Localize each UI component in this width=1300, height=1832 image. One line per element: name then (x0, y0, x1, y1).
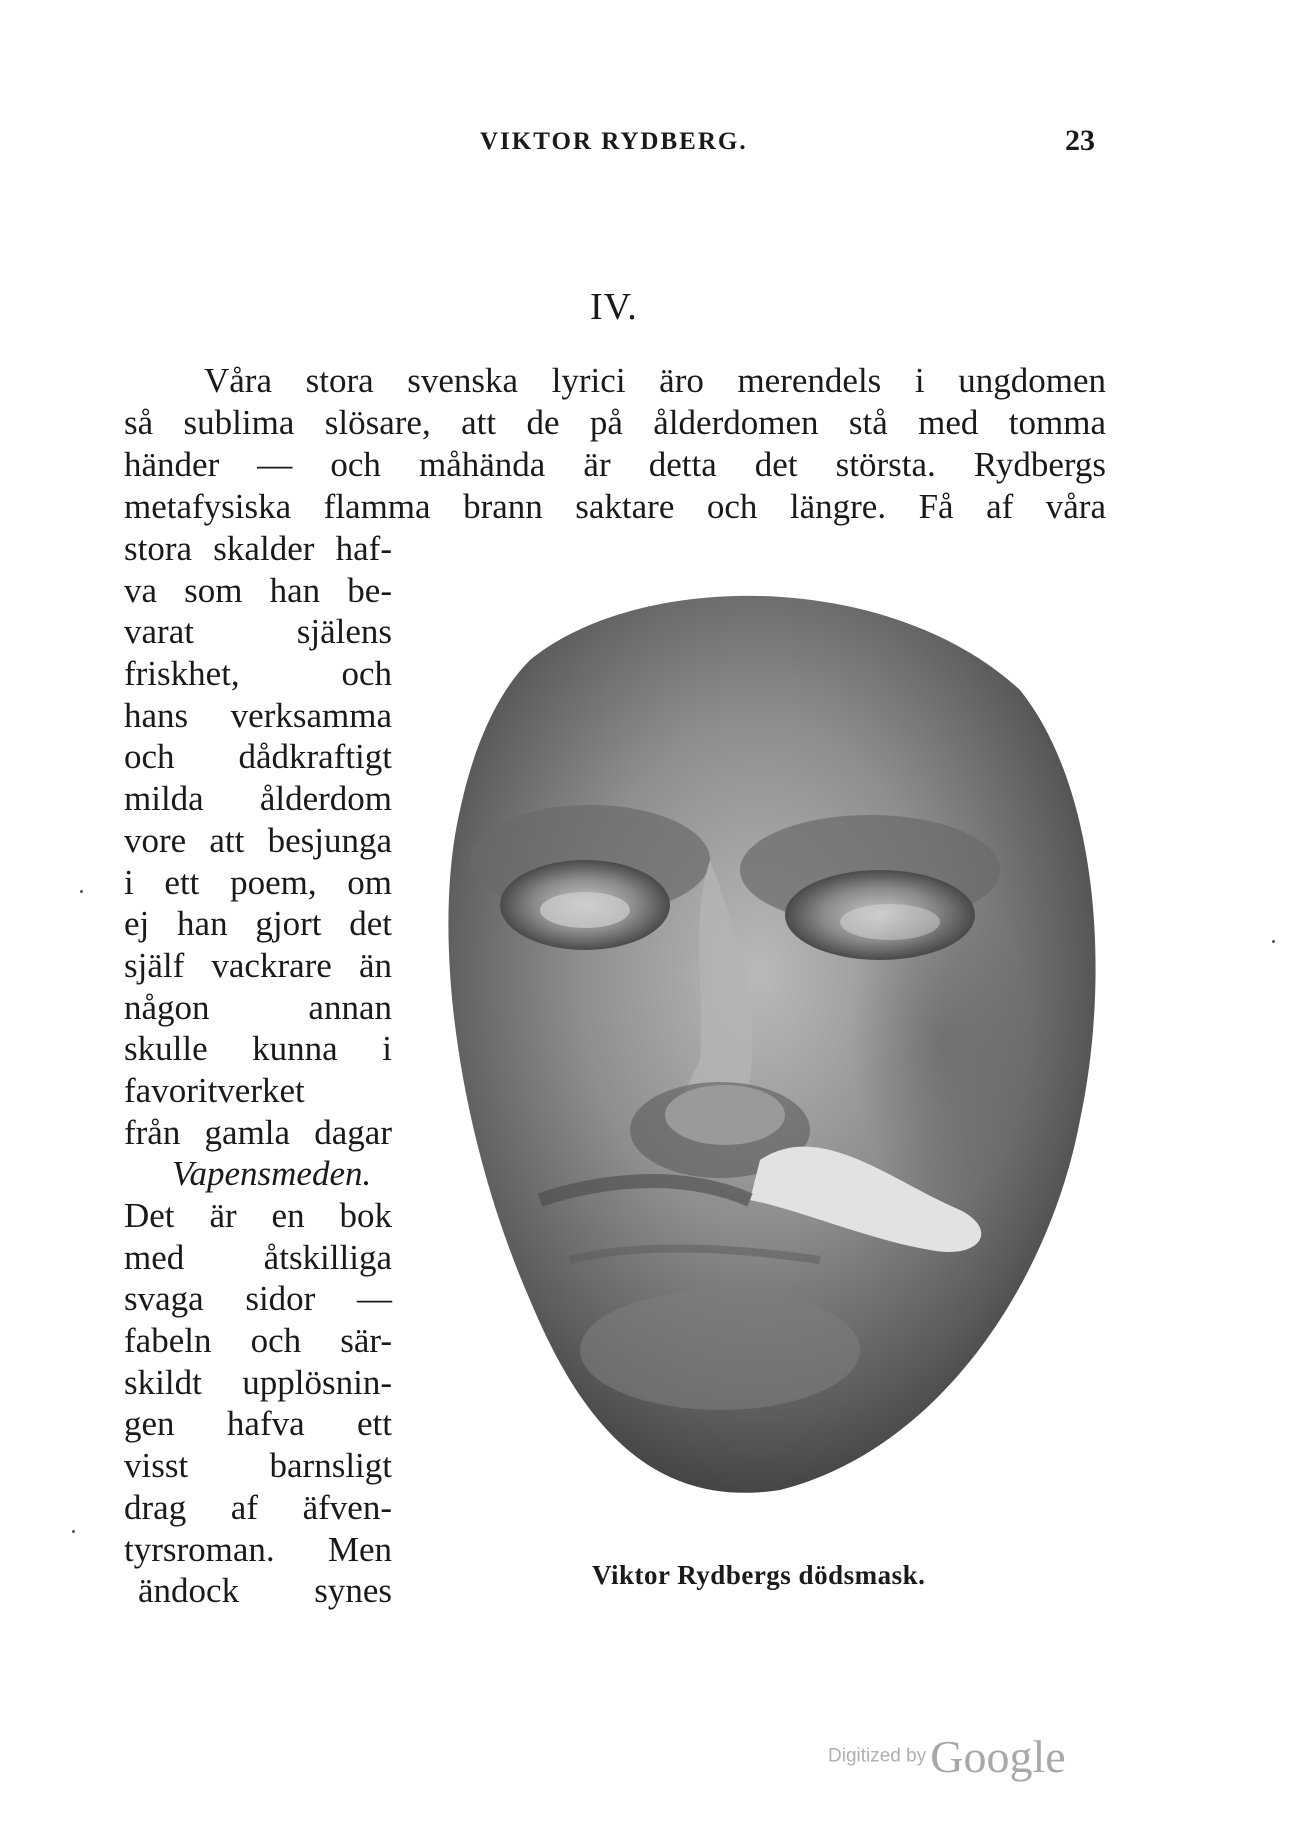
chapter-heading: IV. (590, 286, 638, 328)
scan-speck (1272, 940, 1275, 943)
paragraph-full-width (124, 360, 1106, 528)
scan-speck (80, 890, 83, 893)
watermark-brand: Google (930, 1731, 1066, 1782)
digitized-watermark (828, 1730, 1066, 1783)
text-line: Våra stora svenska lyrici äro merendels i ungdomen (204, 361, 1106, 400)
text-line: gen hafva ett (124, 1404, 392, 1444)
death-mask-photo (420, 560, 1120, 1520)
text-line: med åtskilliga (124, 1237, 392, 1277)
book-title-line: Vapensmeden. (172, 1154, 372, 1194)
figure-caption: Viktor Rydbergs dödsmask. (592, 1560, 926, 1590)
text-line: hans verksamma (124, 695, 392, 735)
text-line: så sublima slösare, att de på ålderdomen stå med tomma (124, 403, 1106, 442)
text-line: från gamla dagar (124, 1112, 392, 1152)
text-line: skulle kunna i (124, 1029, 392, 1069)
text-line: någon annan (124, 987, 392, 1027)
text-line: händer — och måhända är detta det största. Rydbergs (124, 445, 1106, 484)
page-number: 23 (1065, 124, 1095, 157)
text-line: metafysiska flamma brann saktare och längre. Få af våra (124, 487, 1106, 526)
scan-speck (72, 1530, 75, 1533)
text-line: tyrsroman. Men (124, 1529, 392, 1569)
text-line: i ett poem, om (124, 862, 392, 902)
text-line: vore att besjunga (124, 820, 392, 860)
text-line: va som han be- (124, 570, 392, 610)
text-line: drag af äfven- (124, 1487, 392, 1527)
watermark-prefix: Digitized by (828, 1745, 927, 1767)
text-line: friskhet, och (124, 654, 392, 694)
text-line: svaga sidor — (124, 1279, 392, 1319)
text-line: och dådkraftigt (124, 737, 392, 777)
text-line: milda ålderdom (124, 779, 392, 819)
text-line: stora skalder haf- (124, 529, 392, 568)
text-line: varat själens (124, 612, 392, 652)
text-line: Det är en bok (124, 1196, 392, 1235)
running-head: VIKTOR RYDBERG. (480, 128, 748, 155)
text-line: favoritverket (124, 1070, 305, 1110)
paragraph-narrow-column (124, 528, 392, 1612)
text-line: fabeln och sär- (124, 1321, 392, 1361)
text-line: ej han gjort det (124, 904, 392, 944)
text-line: skildt upplösnin- (124, 1362, 392, 1402)
text-line: själf vackrare än (124, 945, 392, 985)
text-line: ändock synes (138, 1571, 392, 1611)
text-line: visst barnsligt (124, 1446, 392, 1486)
